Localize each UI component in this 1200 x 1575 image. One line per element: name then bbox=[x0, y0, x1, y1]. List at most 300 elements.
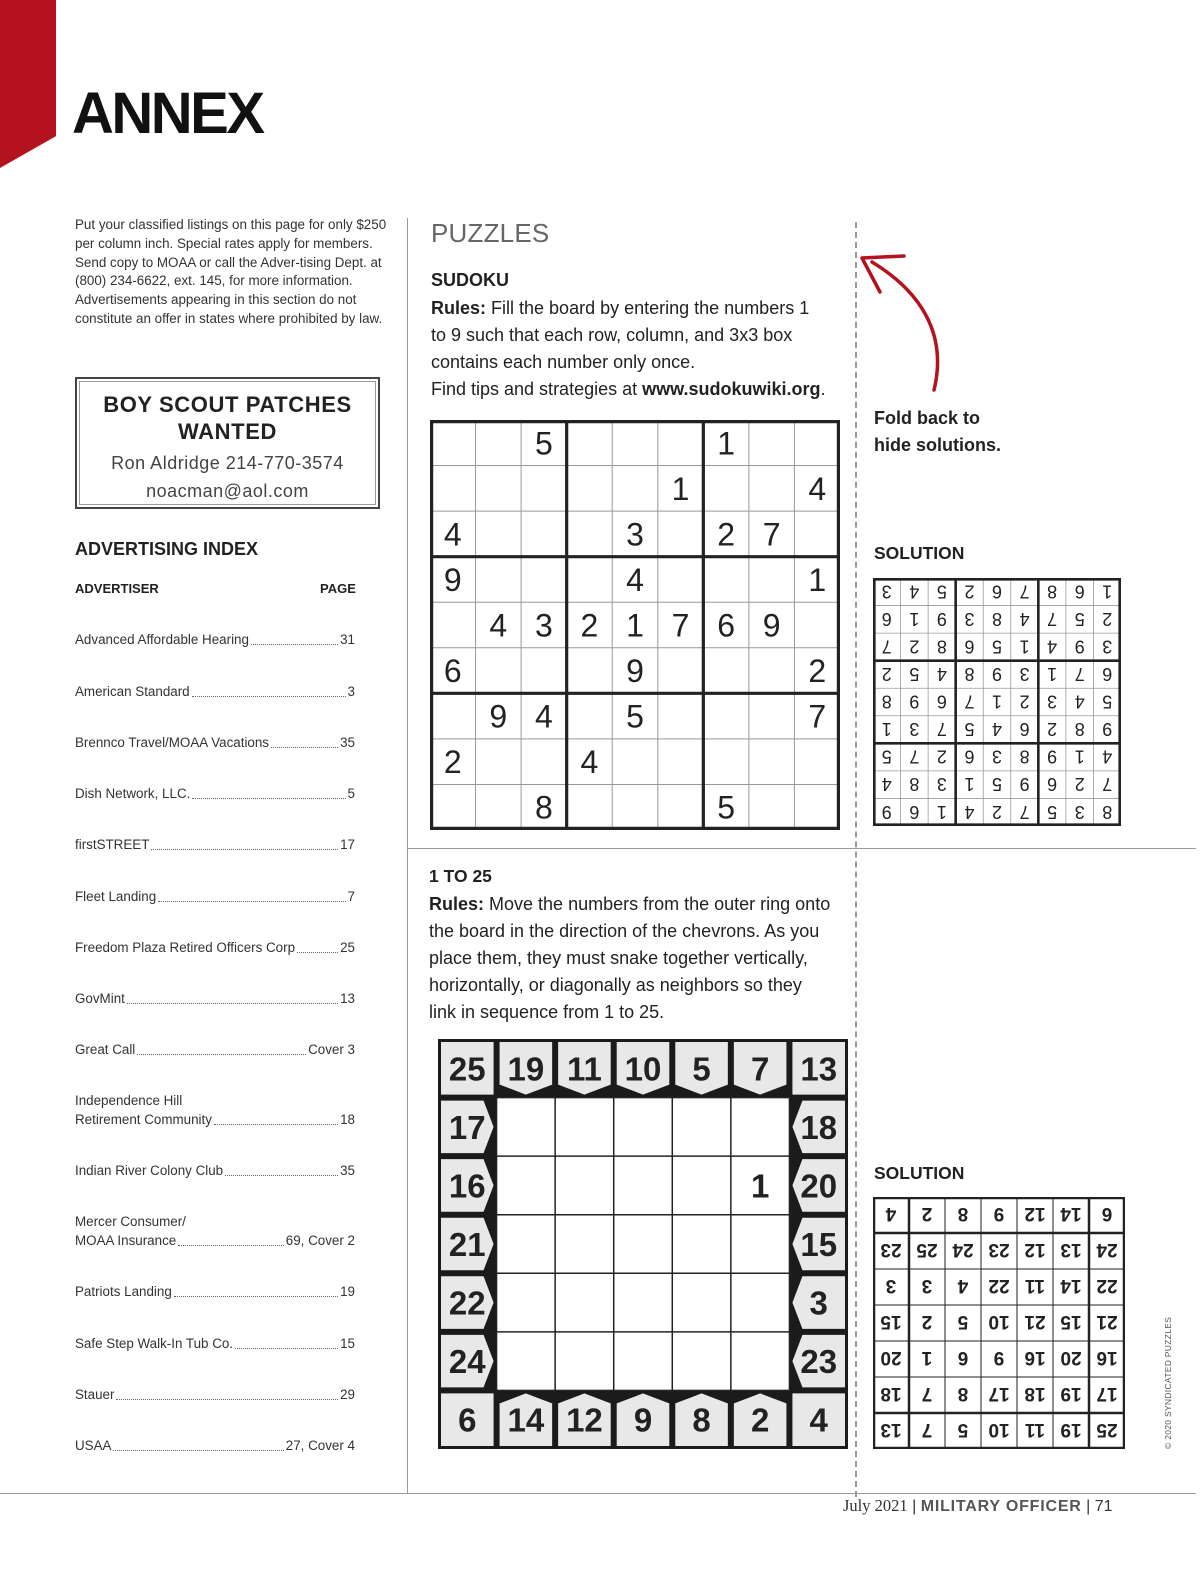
solution-number: 21 bbox=[1024, 1311, 1046, 1332]
sudoku-digit: 3 bbox=[1074, 801, 1085, 822]
solution-number: 14 bbox=[1060, 1203, 1082, 1224]
sudoku-digit: 3 bbox=[881, 581, 892, 602]
leader-dots bbox=[113, 1450, 283, 1451]
sudoku-digit: 7 bbox=[762, 516, 781, 553]
index-entry bbox=[75, 1282, 355, 1301]
ad-headline-1: BOY SCOUT PATCHES bbox=[103, 392, 352, 417]
sudoku-digit: 5 bbox=[991, 636, 1003, 657]
sudoku-digit: 9 bbox=[1074, 636, 1085, 657]
sudoku-digit: 7 bbox=[671, 607, 690, 644]
sudoku-digit: 4 bbox=[534, 698, 553, 735]
sudoku-digit: 9 bbox=[991, 663, 1003, 684]
advertiser-page: 19 bbox=[340, 1284, 355, 1299]
sudoku-digit: 8 bbox=[1047, 581, 1058, 602]
sudoku-digit: 6 bbox=[443, 653, 462, 690]
sudoku-digit: 6 bbox=[881, 608, 892, 629]
sudoku-digit: 1 bbox=[671, 470, 690, 507]
advertiser-page: 29 bbox=[340, 1387, 355, 1402]
index-entry bbox=[75, 1334, 355, 1353]
sudoku-digit: 4 bbox=[1019, 608, 1030, 629]
bottom-ring-number: 9 bbox=[633, 1401, 653, 1439]
sudoku-digit: 5 bbox=[936, 581, 947, 602]
corner-number: 13 bbox=[800, 1050, 838, 1088]
leader-dots bbox=[214, 1124, 338, 1125]
page-column-header: PAGE bbox=[320, 581, 356, 596]
solution-number: 11 bbox=[1024, 1419, 1046, 1440]
index-entry bbox=[75, 784, 355, 803]
puzzles-title: PUZZLES bbox=[431, 218, 550, 248]
sudoku-digit: 2 bbox=[1019, 691, 1030, 712]
sudoku-digit: 5 bbox=[1102, 691, 1113, 712]
sudoku-digit: 8 bbox=[1102, 801, 1113, 822]
sudoku-digit: 9 bbox=[936, 608, 947, 629]
right-ring-number: 3 bbox=[809, 1284, 828, 1322]
sudoku-rules-line-2: to 9 such that each row, column, and 3x3 box bbox=[431, 325, 793, 345]
leader-dots bbox=[178, 1245, 284, 1246]
leader-dots bbox=[151, 849, 338, 850]
sudoku-digit: 3 bbox=[534, 607, 553, 644]
solution-number: 19 bbox=[1060, 1383, 1082, 1404]
solution-number: 16 bbox=[1096, 1347, 1118, 1368]
solution-number: 3 bbox=[885, 1275, 897, 1296]
top-ring-number: 10 bbox=[624, 1050, 662, 1088]
sudoku-digit: 4 bbox=[1074, 691, 1085, 712]
sudoku-digit: 4 bbox=[1047, 636, 1058, 657]
advertiser-page: 5 bbox=[347, 786, 355, 801]
index-entry bbox=[75, 1436, 355, 1455]
solution-number: 22 bbox=[1096, 1275, 1118, 1296]
right-ring-number: 23 bbox=[800, 1343, 838, 1381]
sudoku-digit: 3 bbox=[1047, 691, 1058, 712]
advertiser-page: 7 bbox=[347, 889, 355, 904]
advertiser-page: 13 bbox=[340, 991, 355, 1006]
solution-number: 12 bbox=[1024, 1203, 1046, 1224]
left-ring-number: 17 bbox=[448, 1108, 486, 1146]
sudoku-digit: 1 bbox=[1074, 746, 1085, 767]
one-to-25-solution-grid bbox=[873, 1197, 1125, 1449]
sudoku-digit: 3 bbox=[626, 516, 644, 553]
leader-dots bbox=[192, 696, 346, 697]
sudoku-rules-line-3: contains each number only once. bbox=[431, 352, 696, 372]
sudoku-digit: 1 bbox=[991, 691, 1003, 712]
ad-email: noacman@aol.com bbox=[146, 481, 309, 501]
advertiser-name: Mercer Consumer/ bbox=[75, 1214, 186, 1229]
advertiser-page: Cover 3 bbox=[308, 1042, 355, 1057]
index-entry bbox=[75, 733, 355, 752]
sudoku-digit: 1 bbox=[881, 719, 892, 740]
advertiser-column-header: ADVERTISER bbox=[75, 581, 159, 596]
sudoku-digit: 5 bbox=[964, 719, 975, 740]
classified-intro: Put your classified listings on this page for only $250 per column inch. Special rates apply for members. Send copy to MOAA or call the Adver-tising Dept. at (800) 234-6622, ext. 145, for more information. Advertisements appearing in this section do not constitute an offer in states where prohibited by law. bbox=[75, 217, 387, 326]
sudoku-digit: 8 bbox=[1019, 746, 1030, 767]
one-to-25-rules-line-3: place them, they must snake together vertically, bbox=[429, 948, 808, 968]
inner-number: 1 bbox=[750, 1167, 770, 1205]
solution-number: 16 bbox=[1024, 1347, 1046, 1368]
advertiser-page: 35 bbox=[340, 735, 355, 750]
sudoku-digit: 3 bbox=[936, 774, 947, 795]
solution-number: 18 bbox=[1024, 1383, 1046, 1404]
left-ring-number: 21 bbox=[448, 1226, 486, 1263]
solution-number: 13 bbox=[1060, 1239, 1082, 1260]
sudoku-digit: 1 bbox=[626, 607, 644, 644]
solution-number: 17 bbox=[988, 1383, 1010, 1404]
top-ring-number: 7 bbox=[750, 1050, 770, 1088]
sudoku-digit: 5 bbox=[991, 774, 1003, 795]
index-entry bbox=[75, 1212, 355, 1250]
footer-separator: | bbox=[912, 1498, 917, 1515]
sudoku-digit: 8 bbox=[936, 636, 947, 657]
page-footer bbox=[843, 1496, 1113, 1516]
sudoku-digit: 4 bbox=[580, 744, 599, 781]
leader-dots bbox=[174, 1296, 338, 1297]
leader-dots bbox=[297, 952, 338, 953]
sudoku-digit: 8 bbox=[909, 774, 920, 795]
sudoku-digit: 2 bbox=[717, 516, 736, 553]
fold-arrow-icon bbox=[858, 246, 948, 396]
sudoku-digit: 8 bbox=[534, 789, 553, 826]
solution-number: 11 bbox=[1024, 1275, 1046, 1296]
bottom-ring-number: 14 bbox=[507, 1401, 545, 1439]
sudoku-digit: 4 bbox=[489, 607, 508, 644]
corner-number: 6 bbox=[458, 1401, 477, 1439]
sudoku-digit: 9 bbox=[443, 561, 462, 598]
sudoku-digit: 9 bbox=[909, 691, 920, 712]
corner-number: 4 bbox=[809, 1401, 828, 1439]
sudoku-digit: 6 bbox=[717, 607, 736, 644]
left-ring-number: 16 bbox=[448, 1167, 486, 1205]
advertiser-name: Brennco Travel/MOAA Vacations bbox=[75, 735, 270, 750]
section-title: ANNEX bbox=[72, 81, 263, 146]
sudoku-digit: 8 bbox=[991, 608, 1003, 629]
sudoku-digit: 1 bbox=[717, 425, 736, 462]
sudoku-digit: 3 bbox=[1102, 636, 1113, 657]
advertiser-name: Safe Step Walk-In Tub Co. bbox=[75, 1336, 234, 1351]
advertiser-name: Retirement Community bbox=[75, 1112, 212, 1127]
advertiser-page: 18 bbox=[340, 1112, 355, 1127]
right-ring-number: 20 bbox=[800, 1167, 838, 1205]
issue-date: July 2021 bbox=[843, 1496, 908, 1515]
sudoku-digit: 4 bbox=[936, 663, 947, 684]
sudoku-digit: 6 bbox=[936, 691, 947, 712]
solution-number: 1 bbox=[921, 1347, 933, 1368]
right-ring-number: 18 bbox=[800, 1108, 838, 1146]
sudoku-digit: 1 bbox=[808, 561, 827, 598]
sudoku-digit: 7 bbox=[964, 691, 975, 712]
advertiser-name: MOAA Insurance bbox=[75, 1233, 177, 1248]
solution-number: 23 bbox=[880, 1239, 902, 1260]
advertiser-name: Freedom Plaza Retired Officers Corp bbox=[75, 940, 296, 955]
leader-dots bbox=[127, 1003, 338, 1004]
advertiser-name: Patriots Landing bbox=[75, 1284, 172, 1299]
top-ring-number: 19 bbox=[507, 1050, 545, 1088]
sudoku-tips-url: www.sudokuwiki.org bbox=[642, 379, 821, 399]
sudoku-digit: 1 bbox=[1019, 636, 1030, 657]
index-entry bbox=[75, 835, 355, 854]
sudoku-digit: 2 bbox=[1074, 774, 1085, 795]
sudoku-digit: 1 bbox=[964, 774, 975, 795]
one-to-25-board bbox=[438, 1039, 848, 1449]
sudoku-digit: 6 bbox=[1074, 581, 1085, 602]
top-ring-number: 11 bbox=[566, 1050, 602, 1088]
sudoku-digit: 9 bbox=[1019, 774, 1030, 795]
advertiser-name: American Standard bbox=[75, 684, 190, 699]
solution-number: 7 bbox=[921, 1383, 933, 1404]
sudoku-digit: 1 bbox=[1047, 663, 1058, 684]
index-entry bbox=[75, 938, 355, 957]
sudoku-digit: 2 bbox=[881, 663, 892, 684]
solution-number: 7 bbox=[921, 1419, 933, 1440]
ad-headline-2: WANTED bbox=[178, 419, 277, 444]
solution-number: 15 bbox=[1060, 1311, 1082, 1332]
sudoku-digit: 7 bbox=[1019, 801, 1030, 822]
leader-dots bbox=[225, 1175, 338, 1176]
footer-separator: | bbox=[1086, 1498, 1091, 1515]
advertiser-page: 27, Cover 4 bbox=[285, 1438, 355, 1453]
sudoku-digit: 7 bbox=[1074, 663, 1085, 684]
leader-dots bbox=[271, 747, 338, 748]
solution-number: 13 bbox=[880, 1419, 902, 1440]
solution-number: 4 bbox=[885, 1203, 897, 1224]
bottom-ring-number: 2 bbox=[750, 1401, 770, 1439]
solution-number: 9 bbox=[993, 1203, 1005, 1224]
sudoku-digit: 4 bbox=[626, 561, 644, 598]
index-entry bbox=[75, 989, 355, 1008]
sudoku-digit: 5 bbox=[909, 663, 920, 684]
index-entry bbox=[75, 887, 355, 906]
solution-number: 24 bbox=[952, 1239, 974, 1260]
sudoku-digit: 8 bbox=[964, 663, 975, 684]
top-ring-number: 5 bbox=[692, 1050, 711, 1088]
solution-number: 25 bbox=[916, 1239, 938, 1260]
magazine-name: MILITARY OFFICER bbox=[920, 1498, 1082, 1515]
index-entry bbox=[75, 1161, 355, 1180]
fold-line bbox=[855, 222, 857, 1497]
solution-number: 24 bbox=[1096, 1239, 1118, 1260]
index-entry bbox=[75, 1040, 355, 1059]
solution-number: 2 bbox=[921, 1203, 933, 1224]
sudoku-digit: 6 bbox=[964, 636, 975, 657]
advertiser-name: GovMint bbox=[75, 991, 125, 1006]
advertiser-page: 17 bbox=[340, 837, 355, 852]
sudoku-digit: 6 bbox=[909, 801, 920, 822]
sudoku-digit: 4 bbox=[909, 581, 920, 602]
sudoku-digit: 7 bbox=[909, 746, 920, 767]
solution-number: 8 bbox=[957, 1383, 969, 1404]
leader-dots bbox=[235, 1348, 338, 1349]
solution-number: 25 bbox=[1096, 1419, 1118, 1440]
sudoku-digit: 2 bbox=[443, 744, 462, 781]
solution-number: 17 bbox=[1096, 1383, 1118, 1404]
advertiser-page: 69, Cover 2 bbox=[285, 1233, 355, 1248]
sudoku-digit: 5 bbox=[881, 746, 892, 767]
sudoku-digit: 2 bbox=[1047, 719, 1058, 740]
bottom-ring-number: 8 bbox=[692, 1401, 711, 1439]
advertiser-name: Stauer bbox=[75, 1387, 115, 1402]
puzzle-divider bbox=[407, 848, 1196, 849]
solution-number: 9 bbox=[993, 1347, 1005, 1368]
solution-number: 3 bbox=[921, 1275, 933, 1296]
fold-instructions bbox=[874, 405, 1001, 459]
one-to-25-title: 1 TO 25 bbox=[429, 866, 492, 886]
solution-number: 12 bbox=[1024, 1239, 1046, 1260]
advertiser-page: 15 bbox=[340, 1336, 355, 1351]
solution-number: 21 bbox=[1096, 1311, 1118, 1332]
solution-number: 10 bbox=[988, 1311, 1010, 1332]
sudoku-digit: 9 bbox=[626, 653, 644, 690]
solution-number: 19 bbox=[1060, 1419, 1082, 1440]
advertiser-name: Fleet Landing bbox=[75, 889, 157, 904]
solution-number: 18 bbox=[880, 1383, 902, 1404]
solution-number: 6 bbox=[957, 1347, 969, 1368]
sudoku-digit: 4 bbox=[1102, 746, 1113, 767]
solution-number: 2 bbox=[921, 1311, 933, 1332]
solution-number: 15 bbox=[880, 1311, 902, 1332]
advertiser-name: USAA bbox=[75, 1438, 112, 1453]
sudoku-grid bbox=[430, 420, 840, 830]
sudoku-digit: 2 bbox=[991, 801, 1003, 822]
sudoku-tips-period: . bbox=[820, 379, 826, 399]
solution-number: 23 bbox=[988, 1239, 1010, 1260]
sudoku-digit: 1 bbox=[1102, 581, 1113, 602]
footer-rule bbox=[0, 1493, 1196, 1494]
leader-dots bbox=[251, 644, 338, 645]
sudoku-digit: 9 bbox=[762, 607, 781, 644]
sudoku-digit: 3 bbox=[964, 608, 975, 629]
one-to-25-rules-label: Rules: bbox=[429, 894, 485, 914]
leader-dots bbox=[116, 1399, 338, 1400]
leader-dots bbox=[158, 901, 345, 902]
bottom-ring-number: 12 bbox=[566, 1401, 603, 1439]
sudoku-digit: 4 bbox=[443, 516, 462, 553]
inner-board bbox=[497, 1098, 790, 1391]
sudoku-rules-label: Rules: bbox=[431, 298, 487, 318]
one-to-25-rules-line-2: the board in the direction of the chevrons. As you bbox=[429, 921, 820, 941]
sudoku-digit: 9 bbox=[1102, 719, 1113, 740]
advertiser-name: firstSTREET bbox=[75, 837, 150, 852]
advertising-index-title: ADVERTISING INDEX bbox=[75, 539, 259, 559]
corner-number: 25 bbox=[448, 1050, 486, 1088]
one-to-25-rules bbox=[429, 891, 849, 1026]
sudoku-digit: 2 bbox=[808, 653, 827, 690]
index-entry bbox=[75, 630, 355, 649]
right-ring-number: 15 bbox=[800, 1226, 838, 1263]
sudoku-digit: 3 bbox=[991, 746, 1003, 767]
left-ring-number: 24 bbox=[448, 1343, 486, 1381]
leader-dots bbox=[192, 798, 345, 799]
sudoku-digit: 3 bbox=[909, 719, 920, 740]
sudoku-digit: 2 bbox=[1102, 608, 1113, 629]
solution-number: 20 bbox=[880, 1347, 902, 1368]
sudoku-digit: 7 bbox=[1019, 581, 1030, 602]
section-tab bbox=[0, 0, 56, 168]
sudoku-digit: 9 bbox=[881, 801, 892, 822]
sudoku-digit: 1 bbox=[909, 608, 920, 629]
sudoku-digit: 9 bbox=[489, 698, 508, 735]
sudoku-digit: 5 bbox=[717, 789, 736, 826]
sudoku-digit: 6 bbox=[991, 581, 1003, 602]
sudoku-solution-grid bbox=[873, 578, 1121, 826]
left-ring-number: 22 bbox=[448, 1284, 486, 1322]
sudoku-digit: 4 bbox=[991, 719, 1003, 740]
advertiser-name: Advanced Affordable Hearing bbox=[75, 632, 249, 647]
one-to-25-rules-line-5: link in sequence from 1 to 25. bbox=[429, 1002, 665, 1022]
advertiser-name: Great Call bbox=[75, 1042, 136, 1057]
sudoku-rules-line-1: Fill the board by entering the numbers 1 bbox=[491, 298, 810, 318]
sudoku-rules bbox=[431, 295, 851, 403]
sudoku-digit: 5 bbox=[534, 425, 553, 462]
sudoku-digit: 7 bbox=[881, 636, 892, 657]
index-entry bbox=[75, 682, 355, 701]
sudoku-digit: 6 bbox=[964, 746, 975, 767]
solution-number: 8 bbox=[957, 1203, 969, 1224]
advertiser-name: Indian River Colony Club bbox=[75, 1163, 224, 1178]
sudoku-solution-label: SOLUTION bbox=[874, 543, 965, 563]
sudoku-digit: 7 bbox=[1047, 608, 1058, 629]
solution-number: 5 bbox=[957, 1419, 969, 1440]
copyright-notice: © 2020 SYNDICATED PUZZLES bbox=[1163, 1316, 1173, 1449]
sudoku-digit: 5 bbox=[1047, 801, 1058, 822]
index-entry bbox=[75, 1091, 355, 1129]
advertiser-name: Independence Hill bbox=[75, 1093, 183, 1108]
one-to-25-rules-line-1: Move the numbers from the outer ring onto bbox=[489, 894, 831, 914]
one-to-25-solution-label: SOLUTION bbox=[874, 1163, 965, 1183]
sudoku-digit: 4 bbox=[881, 774, 892, 795]
sudoku-digit: 6 bbox=[1102, 663, 1113, 684]
sudoku-digit: 7 bbox=[808, 698, 827, 735]
solution-number: 6 bbox=[1101, 1203, 1113, 1224]
classified-ad bbox=[75, 377, 380, 509]
sudoku-title: SUDOKU bbox=[431, 270, 510, 290]
sudoku-digit: 7 bbox=[936, 719, 947, 740]
advertiser-page: 3 bbox=[347, 684, 355, 699]
sudoku-digit: 2 bbox=[580, 607, 599, 644]
solution-number: 4 bbox=[957, 1275, 969, 1296]
one-to-25-rules-line-4: horizontally, or diagonally as neighbors so they bbox=[429, 975, 802, 995]
fold-text-2: hide solutions. bbox=[874, 435, 1002, 455]
solution-number: 5 bbox=[957, 1311, 969, 1332]
fold-text-1: Fold back to bbox=[874, 408, 981, 428]
sudoku-digit: 6 bbox=[1019, 719, 1030, 740]
index-entry bbox=[75, 1385, 355, 1404]
advertiser-page: 31 bbox=[340, 632, 355, 647]
sudoku-digit: 5 bbox=[626, 698, 644, 735]
sudoku-digit: 9 bbox=[1047, 746, 1058, 767]
sudoku-digit: 7 bbox=[1102, 774, 1113, 795]
page-number: 71 bbox=[1094, 1498, 1113, 1515]
sudoku-digit: 2 bbox=[909, 636, 920, 657]
sudoku-digit: 3 bbox=[1019, 663, 1030, 684]
leader-dots bbox=[137, 1054, 306, 1055]
advertiser-page: 25 bbox=[340, 940, 355, 955]
sudoku-digit: 6 bbox=[1047, 774, 1058, 795]
solution-number: 14 bbox=[1060, 1275, 1082, 1296]
solution-number: 22 bbox=[988, 1275, 1010, 1296]
sudoku-digit: 2 bbox=[936, 746, 947, 767]
sudoku-digit: 1 bbox=[936, 801, 947, 822]
sudoku-digit: 4 bbox=[808, 470, 827, 507]
column-divider bbox=[407, 218, 408, 1494]
solution-number: 10 bbox=[988, 1419, 1010, 1440]
solution-number: 20 bbox=[1060, 1347, 1082, 1368]
advertiser-name: Dish Network, LLC. bbox=[75, 786, 191, 801]
sudoku-digit: 4 bbox=[964, 801, 975, 822]
ad-contact: Ron Aldridge 214-770-3574 bbox=[111, 453, 344, 473]
advertiser-page: 35 bbox=[340, 1163, 355, 1178]
sudoku-digit: 2 bbox=[964, 581, 975, 602]
sudoku-tips: Find tips and strategies at bbox=[431, 379, 638, 399]
sudoku-digit: 5 bbox=[1074, 608, 1085, 629]
sudoku-digit: 8 bbox=[881, 691, 892, 712]
